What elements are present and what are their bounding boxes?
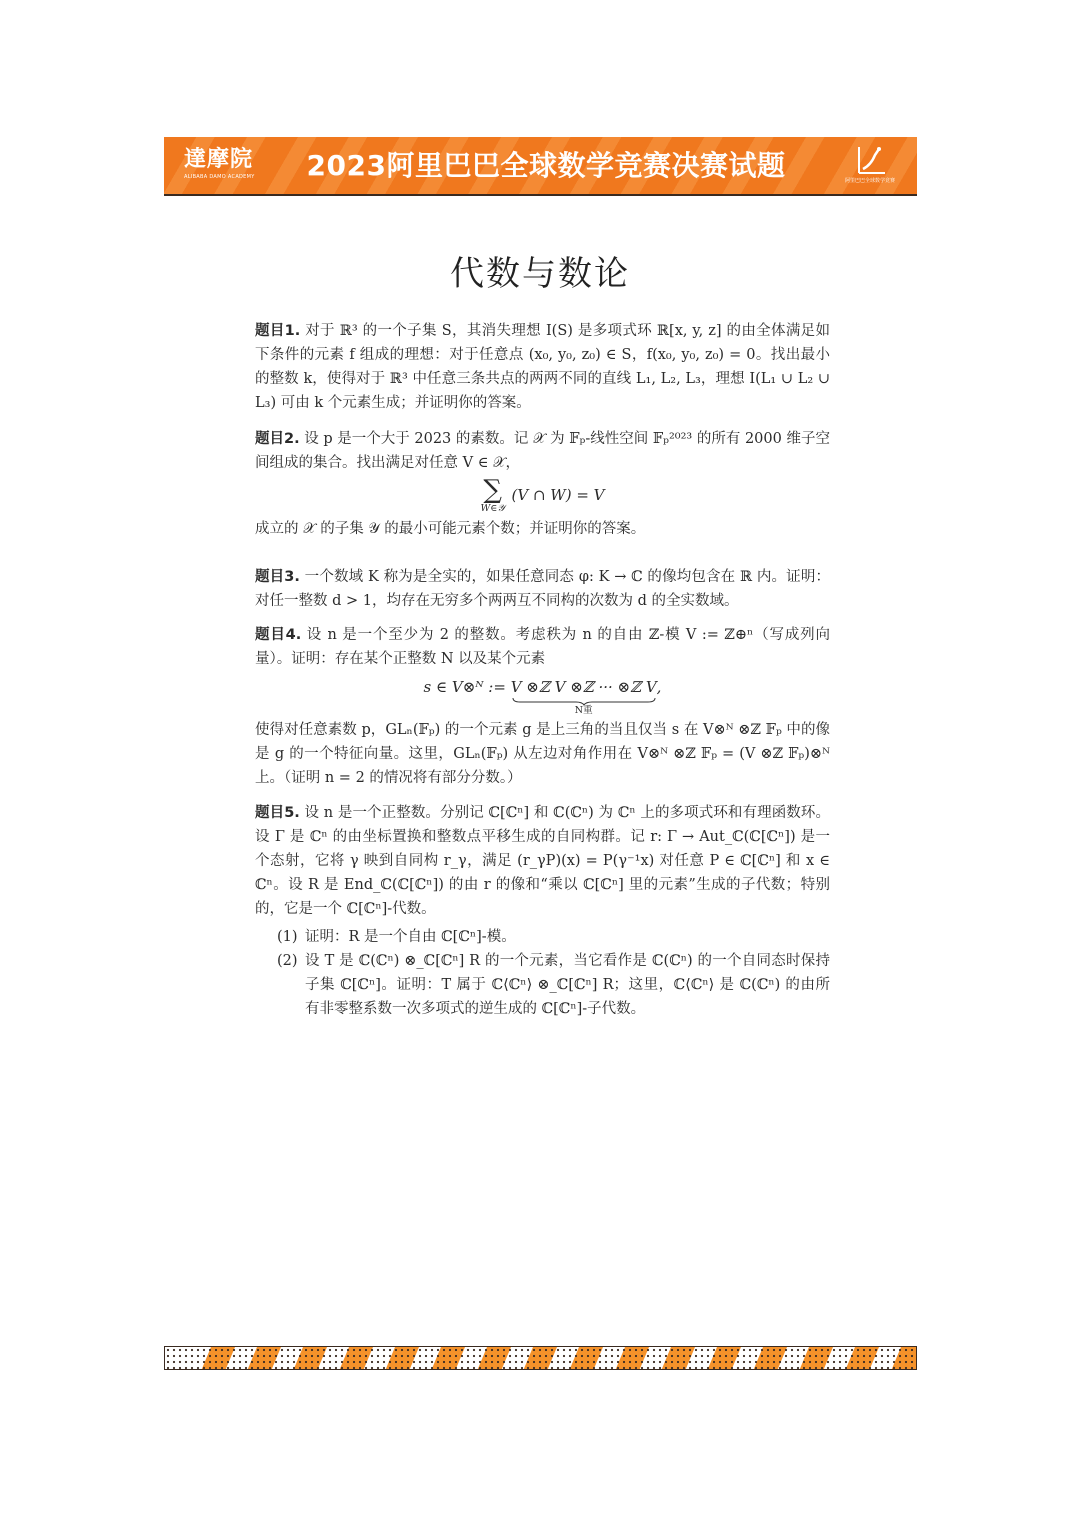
problem-text-after: 成立的 𝒳 的子集 𝒴 的最小可能元素个数；并证明你的答案。 xyxy=(255,521,646,537)
problem-3 xyxy=(255,565,830,613)
tensor-product-expression: V ⊗ℤ V ⊗ℤ ··· ⊗ℤ V xyxy=(510,678,657,696)
problem-label: 题目3. xyxy=(255,569,300,585)
sum-operator xyxy=(480,477,504,515)
sum-index: W∈𝒴 xyxy=(480,503,505,514)
problem-text: 设 n 是一个至少为 2 的整数。考虑秩为 n 的自由 ℤ-模 V := ℤ⊕ⁿ（写成列向量）。证明：存在某个正整数 N 以及某个元素 xyxy=(255,627,830,667)
banner-title: 2023阿里巴巴全球数学竞赛决赛试题 xyxy=(306,149,786,182)
problem-1 xyxy=(255,319,830,415)
subitem-text: 设 T 是 ℂ(ℂⁿ) ⊗_ℂ[ℂⁿ] R 的一个元素，当它看作是 ℂ(ℂⁿ) 的一个自同态时保持子集 ℂ[ℂⁿ]。证明：T 属于 ℂ⟨ℂⁿ⟩ ⊗_ℂ[ℂⁿ] R；这里，ℂ⟨ℂⁿ⟩ 是 ℂ(ℂⁿ) 的由所有非零整系数一次多项式的逆生成的 ℂ[ℂⁿ]-子代数。 xyxy=(305,953,830,1017)
emblem-icon xyxy=(845,143,893,177)
problem-text: 设 p 是一个大于 2023 的素数。记 𝒳 为 𝔽ₚ-线性空间 𝔽ₚ²⁰²³ 的所有 2000 维子空间组成的集合。找出满足对任意 V ∈ 𝒳， xyxy=(255,431,830,471)
problem-label: 题目4. xyxy=(255,627,302,643)
header-banner xyxy=(164,137,917,196)
sum-formula xyxy=(255,477,830,515)
subitem-number: (2) xyxy=(277,953,298,969)
tensor-formula-left: s ∈ V⊗ᴺ := xyxy=(423,678,511,696)
problem-text: 一个数域 K 称为是全实的，如果任意同态 φ: K → ℂ 的像均包含在 ℝ 内。证明：对任一整数 d > 1，均存在无穷多个两两互不同构的次数为 d 的全实数域。 xyxy=(255,569,830,609)
footer-pattern xyxy=(165,1347,917,1370)
sum-body: (V ∩ W) = V xyxy=(511,486,605,504)
problem-text-after: 使得对任意素数 p，GLₙ(𝔽ₚ) 的一个元素 g 是上三角的当且仅当 s 在 V⊗ᴺ ⊗ℤ 𝔽ₚ 中的像是 g 的一个特征向量。这里，GLₙ(𝔽ₚ) 从左边对角作用在 V⊗ᴺ ⊗ℤ 𝔽ₚ = (V ⊗ℤ 𝔽ₚ)⊗ᴺ 上。（证明 n = 2 的情况将有部分分数。） xyxy=(255,722,830,786)
subitem-list xyxy=(277,925,830,1021)
emblem-text: 阿里巴巴全球数学竞赛 xyxy=(845,178,896,184)
underbrace-group xyxy=(511,675,657,716)
problem-4 xyxy=(255,623,830,790)
problem-5 xyxy=(255,801,830,1021)
tensor-formula xyxy=(255,675,830,716)
problem-text: 设 n 是一个正整数。分别记 ℂ[ℂⁿ] 和 ℂ(ℂⁿ) 为 ℂⁿ 上的多项式环和有理函数环。设 Γ 是 ℂⁿ 的由坐标置换和整数点平移生成的自同构群。记 r: Γ → Aut_ℂ(ℂ[ℂⁿ]) 是一个态射，它将 γ 映到自同构 r_γ，满足 (r_γP)(x) = P(γ⁻¹x) 对任意 P ∈ ℂ[ℂⁿ] 和 x ∈ ℂⁿ。设 R 是 End_ℂ(ℂ[ℂⁿ]) 的由 r 的像和“乘以 ℂ[ℂⁿ] 里的元素”生成的子代数；特别的，它是一个 ℂ[ℂⁿ]-代数。 xyxy=(255,805,830,917)
footer-decorative-strip xyxy=(164,1346,917,1370)
subitem-1 xyxy=(277,925,830,949)
damo-academy-logo xyxy=(184,145,284,187)
competition-emblem xyxy=(845,143,896,189)
problem-label: 题目5. xyxy=(255,805,300,821)
logo-subtext: ALIBABA DAMO ACADEMY xyxy=(184,174,255,180)
problem-label: 题目2. xyxy=(255,431,300,447)
subitem-number: (1) xyxy=(277,929,298,945)
problem-label: 题目1. xyxy=(255,323,301,339)
sum-symbol: ∑ xyxy=(483,475,502,505)
problem-text: 对于 ℝ³ 的一个子集 S，其消失理想 I(S) 是多项式环 ℝ[x, y, z] 的由全体满足如下条件的元素 f 组成的理想：对于任意点 (x₀, y₀, z₀) ∈ S，f(x₀, y₀, z₀) = 0。找出最小的整数 k，使得对于 ℝ³ 中任意三条共点的两两不同的直线 L₁, L₂, L₃，理想 I(L₁ ∪ L₂ ∪ L₃) 可由 k 个元素生成；并证明你的答案。 xyxy=(255,323,830,411)
problem-2 xyxy=(255,427,830,541)
subitem-text: 证明：R 是一个自由 ℂ[ℂⁿ]-模。 xyxy=(305,929,516,945)
logo-text: 達摩院 xyxy=(184,146,254,172)
underbrace-label: N重 xyxy=(574,705,593,716)
subitem-2 xyxy=(277,949,830,1021)
tensor-formula-end: , xyxy=(656,678,662,696)
section-title: 代数与数论 xyxy=(450,254,630,294)
